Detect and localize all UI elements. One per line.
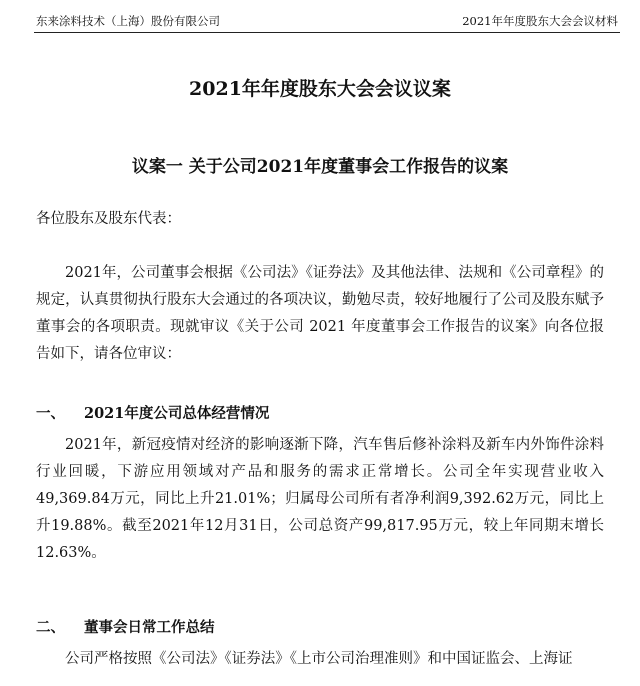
section-title-2: 董事会日常工作总结 <box>84 619 215 636</box>
section-number-1: 一、 <box>36 405 65 422</box>
section-heading-1 <box>36 402 269 423</box>
section-1-paragraph: 2021年，新冠疫情对经济的影响逐渐下降，汽车售后修补涂料及新车内外饰件涂料行业回暖，下游应用领域对产品和服务的需求正常增长。公司全年实现营业收入49,369.84万元，同比上升21.01%；归属母公司所有者净利润9,392.62万元，同比上升19.88%。截至2021年12月31日，公司总资产99,817.95万元，较上年同期末增长12.63%。 <box>36 437 604 561</box>
section-number-2: 二、 <box>36 619 65 636</box>
proposal-title: 议案一 关于公司2021年度董事会工作报告的议案 <box>131 157 509 177</box>
section-2-paragraph: 公司严格按照《公司法》《证券法》《上市公司治理准则》和中国证监会、上海证 <box>65 651 573 667</box>
intro-paragraph: 2021年，公司董事会根据《公司法》《证券法》及其他法律、法规和《公司章程》的规定，认真贯彻执行股东大会通过的各项决议，勤勉尽责，较好地履行了公司及股东赋予董事会的各项职责。现就审议《关于公司 2021 年度董事会工作报告的议案》向各位报告如下，请各位审议： <box>36 265 604 362</box>
header-document-type: 2021年年度股东大会会议材料 <box>462 14 618 28</box>
document-title: 2021年年度股东大会会议议案 <box>189 78 451 100</box>
header-divider <box>34 32 620 33</box>
header-company-name: 东来涂料技术（上海）股份有限公司 <box>36 14 220 28</box>
section-title-1: 2021年度公司总体经营情况 <box>84 405 270 422</box>
section-heading-2 <box>36 616 215 637</box>
greeting: 各位股东及股东代表： <box>36 211 181 227</box>
